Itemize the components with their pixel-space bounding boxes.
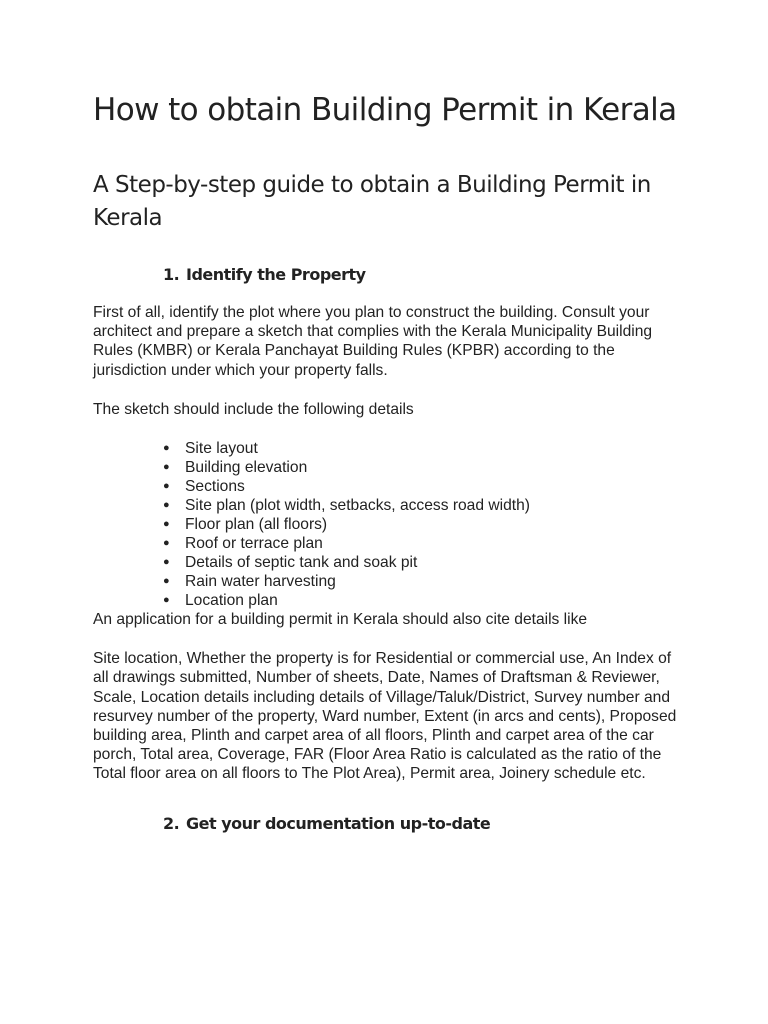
bullet-dot-icon: ●: [163, 480, 170, 493]
list-item-text: Rain water harvesting: [185, 573, 336, 591]
bullet-dot-icon: ●: [163, 537, 170, 550]
list-item: [160, 477, 678, 496]
intro-paragraph: First of all, identify the plot where you plan to construct the building. Consult your architect and prepare a sketch that complies with the Kerala Municipality Building Rules (KMBR) or Kerala Panchayat Building Rules (KPBR) according to the jurisdiction under which your property falls.: [93, 304, 653, 379]
page-subtitle: A Step-by-step guide to obtain a Building Permit in Kerala: [93, 172, 651, 231]
step-2-title: Get your documentation up-to-date: [186, 813, 491, 833]
bullet-dot-icon: ●: [163, 594, 170, 607]
step-1-title: Identify the Property: [186, 265, 366, 284]
list-item-text: Roof or terrace plan: [185, 535, 323, 553]
list-item: [160, 553, 678, 572]
bullet-dot-icon: ●: [163, 499, 170, 512]
step-1-number: 1.: [163, 265, 180, 284]
step-2-heading: [93, 813, 678, 835]
bullet-dot-icon: ●: [163, 518, 170, 531]
list-item-text: Site layout: [185, 440, 258, 458]
list-item: [160, 591, 678, 610]
list-item: [160, 439, 678, 458]
list-item-text: Location plan: [185, 592, 278, 610]
list-item: [160, 572, 678, 591]
list-item-text: Building elevation: [185, 459, 308, 477]
step-1-heading: [93, 264, 678, 286]
bullet-dot-icon: ●: [163, 556, 170, 569]
list-item: [160, 496, 678, 515]
list-item-text: Sections: [185, 478, 245, 496]
site-details-paragraph: Site location, Whether the property is for Residential or commercial use, An Index of all drawings submitted, Number of sheets, Date, Names of Draftsman & Reviewer, Scale, Location details including details of Village/Taluk/District, Survey number and resurvey number of the property, Ward number, Extent (in arcs and cents), Proposed building area, Plinth and carpet area of all floors, Plinth and carpet area of the car porch, Total area, Coverage, FAR (Floor Area Ratio is calculated as the ratio of the Total floor area on all floors to The Plot Area), Permit area, Joinery schedule etc.: [93, 650, 677, 783]
application-intro-paragraph: An application for a building permit in Kerala should also cite details like: [93, 611, 588, 629]
list-item: [160, 458, 678, 477]
bullet-dot-icon: ●: [163, 461, 170, 474]
step-2-number: 2.: [163, 813, 180, 833]
list-item: [160, 534, 678, 553]
sketch-details-list: [93, 439, 678, 610]
sketch-intro-paragraph: The sketch should include the following details: [93, 400, 414, 418]
list-item-text: Site plan (plot width, setbacks, access road width): [185, 497, 530, 515]
bullet-dot-icon: ●: [163, 575, 170, 588]
list-item-text: Floor plan (all floors): [185, 516, 328, 534]
bullet-dot-icon: ●: [163, 442, 170, 455]
list-item: [160, 515, 678, 534]
list-item-text: Details of septic tank and soak pit: [185, 554, 418, 572]
page-title: How to obtain Building Permit in Kerala: [93, 92, 677, 128]
